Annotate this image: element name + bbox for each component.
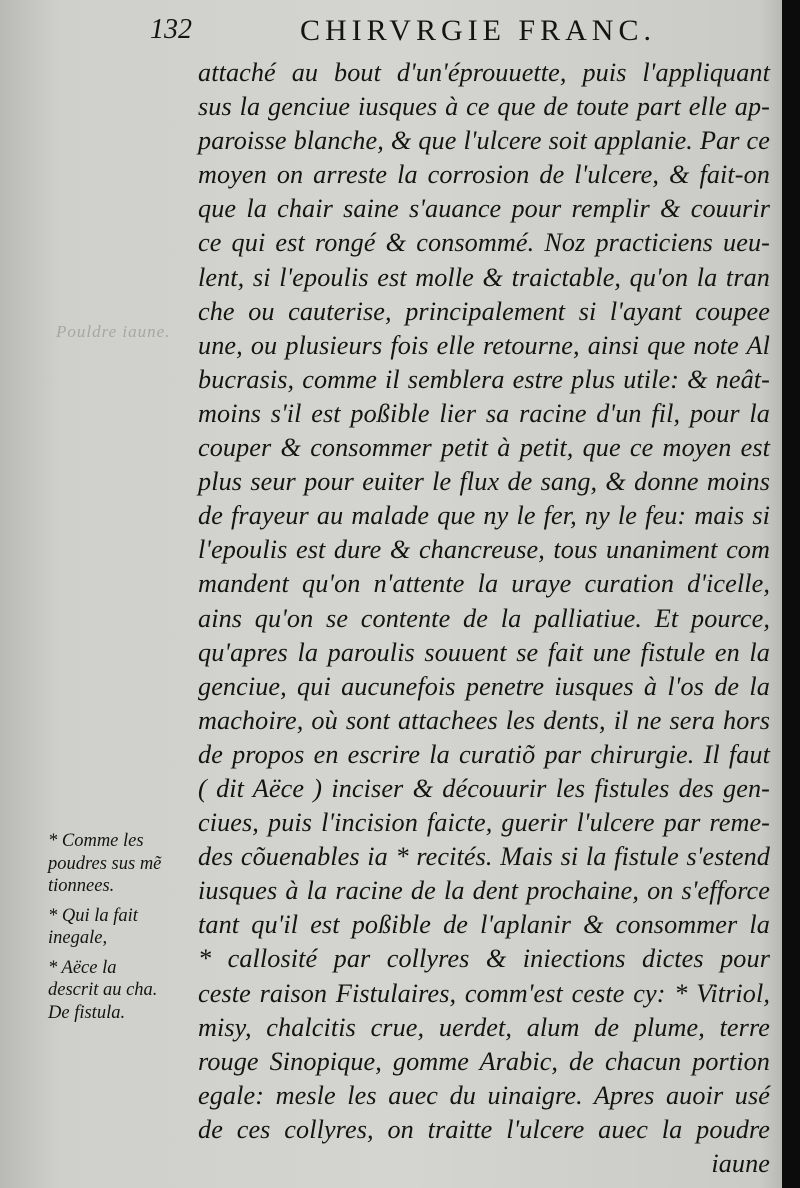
text-line: ciues, puis l'incision faicte, guerir l'ulcere par reme- bbox=[198, 808, 770, 838]
text-line: attaché au bout d'un'éprouuette, puis l'appliquant bbox=[198, 58, 770, 87]
text-line: plus seur pour euiter le flux de sang, & donne moins bbox=[198, 467, 770, 497]
text-line: l'epoulis est dure & chancreuse, tous unaniment com bbox=[198, 535, 770, 565]
margin-note-line: * Aëce la bbox=[48, 957, 117, 978]
page-edge-shadow bbox=[782, 0, 800, 1188]
text-line: paroisse blanche, & que l'ulcere soit applanie. Par ce bbox=[198, 126, 770, 156]
margin-note bbox=[48, 905, 190, 950]
text-line: une, ou plusieurs fois elle retourne, ainsi que note Al bbox=[198, 330, 770, 360]
page-number: 132 bbox=[150, 14, 192, 45]
text-line: de propos en escrire la curatiõ par chirurgie. Il faut bbox=[198, 739, 770, 769]
margin-note-line: * Qui la fait bbox=[48, 905, 138, 926]
text-line: ceste raison Fistulaires, comm'est ceste cy: * Vitriol, bbox=[198, 978, 770, 1008]
margin-note-line: tionnees. bbox=[48, 876, 115, 896]
text-line: que la chair saine s'auance pour remplir & couurir bbox=[198, 194, 770, 224]
text-line: couper & consommer petit à petit, que ce moyen est bbox=[198, 433, 770, 463]
text-line: de frayeur au malade que ny le fer, ny le feu: mais si bbox=[198, 501, 770, 531]
text-line: moyen on arreste la corrosion de l'ulcere, & fait-on bbox=[198, 160, 770, 190]
text-line: iusques à la racine de la dent prochaine, on s'efforce bbox=[198, 876, 770, 906]
text-line: moins s'il est poßible lier sa racine d'un fil, pour la bbox=[198, 398, 770, 428]
text-line: lent, si l'epoulis est molle & traictable, qu'on la tran bbox=[198, 262, 770, 292]
margin-note bbox=[48, 830, 190, 898]
margin-note-line: * Comme les bbox=[48, 831, 144, 851]
text-line: iaune bbox=[711, 1149, 770, 1178]
text-line: sus la genciue iusques à ce que de toute part elle ap- bbox=[198, 92, 770, 122]
text-line: mandent qu'on n'attente la uraye curation d'icelle, bbox=[198, 569, 770, 599]
text-line: egale: mesle les auec du uinaigre. Apres auoir usé bbox=[198, 1080, 770, 1110]
margin-note-line: descrit au cha. bbox=[48, 980, 158, 1000]
text-line: rouge Sinopique, gomme Arabic, de chacun portion bbox=[198, 1046, 770, 1076]
text-line: * callosité par collyres & iniections dictes pour bbox=[198, 944, 770, 974]
margin-notes bbox=[48, 830, 190, 1031]
text-line: genciue, qui aucunefois penetre iusques à l'os de la bbox=[198, 671, 770, 701]
text-line: ( dit Aëce ) inciser & découurir les fistules des gen- bbox=[198, 773, 770, 803]
text-line: tant qu'il est poßible de l'aplanir & consommer la bbox=[198, 910, 770, 940]
text-line: ce qui est rongé & consommé. Noz practiciens ueu- bbox=[198, 228, 770, 258]
margin-note-line: De fistula. bbox=[48, 1002, 126, 1023]
page-header bbox=[150, 14, 710, 50]
body-text bbox=[198, 56, 770, 1181]
text-line: de ces collyres, on traitte l'ulcere auec la poudre bbox=[198, 1114, 770, 1144]
margin-note bbox=[48, 957, 190, 1025]
text-line: misy, chalcitis crue, uerdet, alum de plume, terre bbox=[198, 1012, 770, 1042]
text-line: machoire, où sont attachees les dents, il ne sera hors bbox=[198, 705, 770, 735]
text-line: qu'apres la paroulis souuent se fait une fistule en la bbox=[198, 637, 770, 667]
text-line: bucrasis, comme il semblera estre plus utile: & neât- bbox=[198, 364, 770, 394]
text-line: ains qu'on se contente de la palliatiue. Et pource, bbox=[198, 603, 770, 633]
margin-note-line: poudres sus mẽ bbox=[48, 853, 162, 874]
text-line: des cõuenables ia * recités. Mais si la fistule s'estend bbox=[198, 842, 770, 872]
text-line: che ou cauterise, principalement si l'ayant coupee bbox=[198, 296, 770, 326]
bleed-through-text: Pouldre iaune. bbox=[56, 322, 171, 341]
running-head: CHIRVRGIE FRANC. bbox=[300, 14, 656, 47]
margin-note-line: inegale, bbox=[48, 928, 108, 948]
